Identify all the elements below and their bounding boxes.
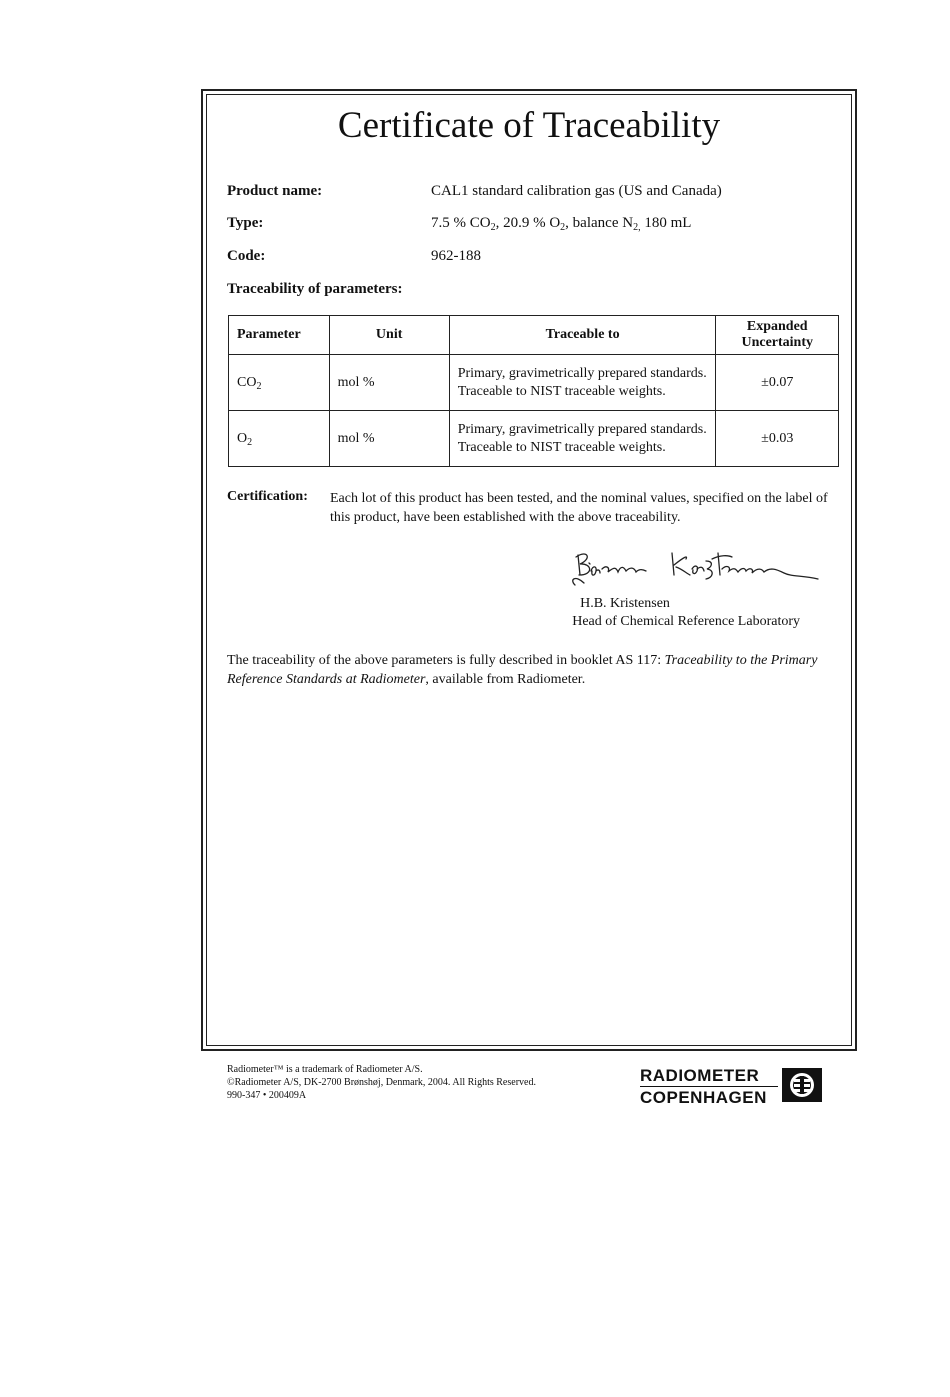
logo-divider	[640, 1086, 778, 1087]
code-label: Code:	[227, 248, 266, 264]
header-traceable-to: Traceable to	[449, 316, 716, 355]
logo-line-radiometer: RADIOMETER	[640, 1066, 760, 1085]
header-expanded-uncertainty: Expanded Uncertainty	[716, 316, 839, 355]
cell-uncertainty: ±0.03	[716, 411, 839, 467]
certification-label: Certification:	[227, 489, 308, 504]
cell-unit: mol %	[329, 411, 449, 467]
table-header-row	[229, 316, 839, 355]
cell-traceable-to: Primary, gravimetrically prepared standards. Traceable to NIST traceable weights.	[449, 355, 716, 411]
header-unit: Unit	[329, 316, 449, 355]
radiometer-emblem-icon	[782, 1068, 822, 1102]
logo-line-copenhagen: COPENHAGEN	[640, 1088, 767, 1107]
traceability-note: The traceability of the above parameters is fully described in booklet AS 117: Traceability to the Primary Reference Standards at Radiometer, available from Radiometer.	[227, 653, 818, 687]
table-row	[229, 411, 839, 467]
code-value: 962-188	[431, 248, 481, 264]
cell-unit: mol %	[329, 355, 449, 411]
cell-parameter: $O_2$	[229, 411, 330, 467]
radiometer-logo	[640, 1066, 778, 1107]
table-row	[229, 355, 839, 411]
traceability-heading: Traceability of parameters:	[227, 281, 403, 297]
product-name-label: Product name:	[227, 183, 323, 199]
cell-parameter: $CO_2$	[229, 355, 330, 411]
type-value: 7.5 % $CO_2$, 20.9 % $O_2$, balance $N_{2,}$ 180 mL	[431, 215, 692, 233]
certification-text: Each lot of this product has been tested, and the nominal values, specified on the label of this product, have been established with the above traceability.	[330, 491, 828, 525]
copyright-note: ©Radiometer A/S, DK-2700 Brønshøj, Denmark, 2004. All Rights Reserved.	[227, 1077, 536, 1088]
handwritten-signature	[566, 545, 826, 593]
product-name-value: CAL1 standard calibration gas (US and Canada)	[431, 183, 722, 199]
header-parameter: Parameter	[229, 316, 330, 355]
type-label: Type:	[227, 215, 264, 231]
cell-uncertainty: ±0.07	[716, 355, 839, 411]
signer-role: Head of Chemical Reference Laboratory	[572, 614, 800, 629]
signer-name: H.B. Kristensen	[580, 596, 670, 611]
traceability-table	[228, 315, 839, 467]
document-code: 990-347 • 200409A	[227, 1090, 307, 1101]
cell-traceable-to: Primary, gravimetrically prepared standards. Traceable to NIST traceable weights.	[449, 411, 716, 467]
trademark-note: Radiometer™ is a trademark of Radiometer A/S.	[227, 1064, 423, 1075]
page-title: Certificate of Traceability	[337, 105, 721, 146]
